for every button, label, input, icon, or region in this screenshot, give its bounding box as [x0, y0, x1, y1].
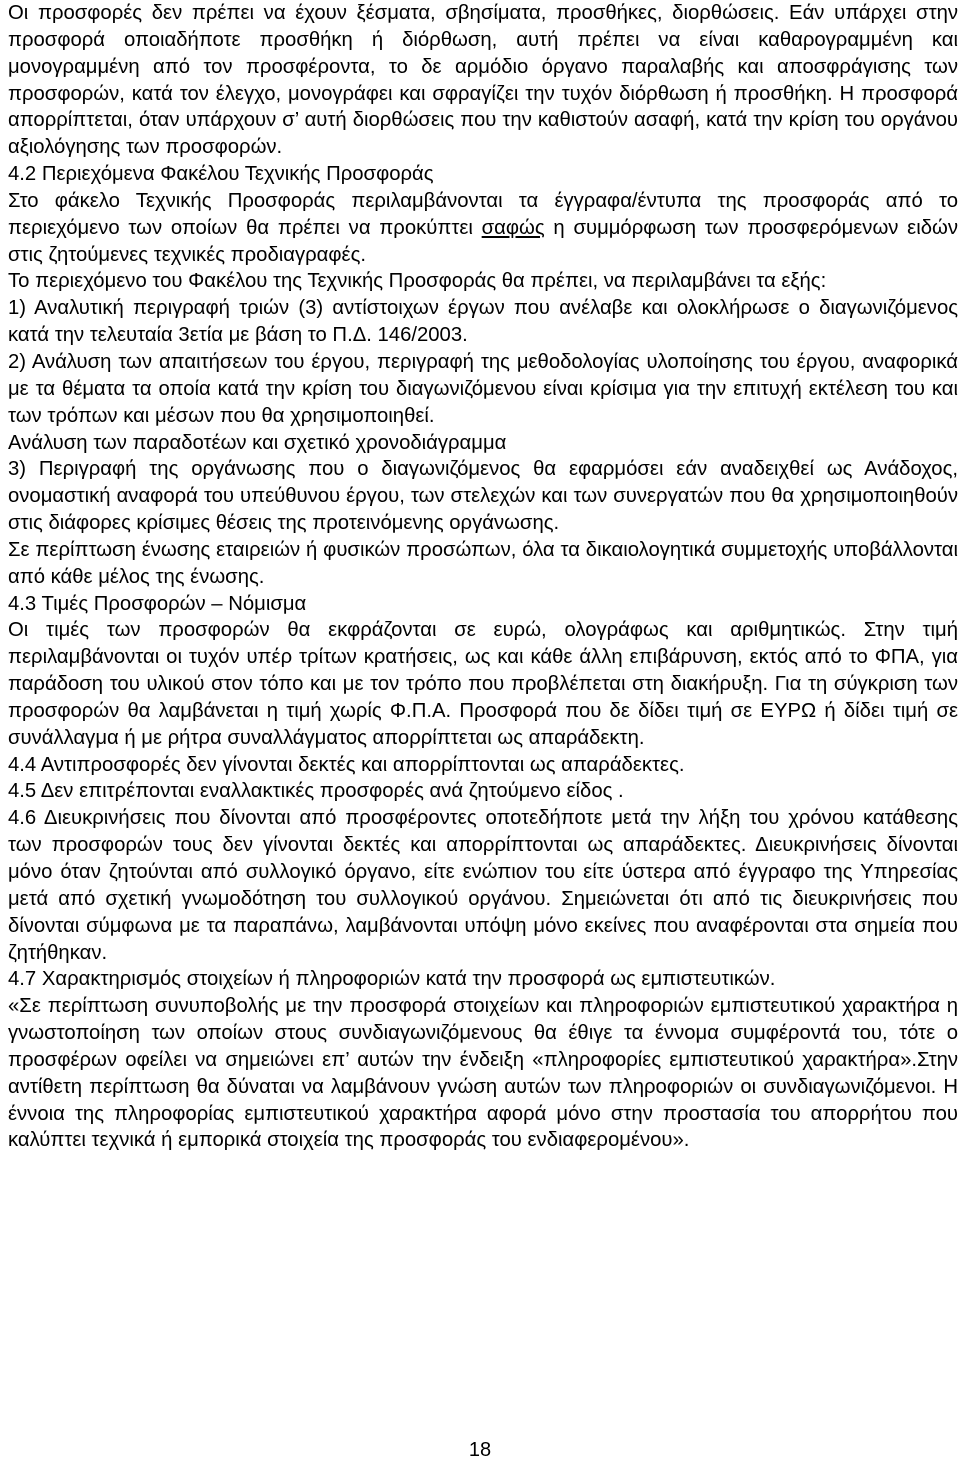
- list-item-2: 2) Ανάλυση των απαιτήσεων του έργου, περιγραφή της μεθοδολογίας υλοποίησης του έργου, αναφορικά με τα θέματα τα οποία κατά την κρίση του διαγωνιζόμενου είναι κρίσιμα για την επιτυχή εκτέλεση του και των τρόπων και μέσων που θα χρησιμοποιηθεί.: [8, 350, 958, 427]
- text-segment: Στο φάκελο Τεχνικής Προσφοράς περιλαμβάνονται τα έγγραφα/έντυπα της προσφοράς από το περιεχόμενο των οποίων θα πρέπει να προκύπτει: [8, 189, 958, 239]
- paragraph-deliverables: Ανάλυση των παραδοτέων και σχετικό χρονοδιάγραμμα: [8, 431, 507, 454]
- paragraph-corrections: Οι προσφορές δεν πρέπει να έχουν ξέσματα, σβησίματα, προσθήκες, διορθώσεις. Εάν υπάρχει στην προσφορά οποιαδήποτε προσθήκη ή διόρθωση, αυτή πρέπει να είναι καθαρογραμμένη και μονογραμμένη από τον προσφέροντα, το δε αρμόδιο όργανο παραλαβής και αποσφράγισης των προσφορών, κατά τον έλεγχο, μονογράφει και σφραγίζει την τυχόν διόρθωση ή προσθήκη. Η προσφορά απορρίπτεται, όταν υπάρχουν σ’ αυτή διορθώσεις που την καθιστούν ασαφή, κατά την κρίση του οργάνου αξιολόγησης των προσφορών.: [8, 2, 958, 159]
- list-item-1: 1) Αναλυτική περιγραφή τριών (3) αντίστοιχων έργων που ανέλαβε και ολοκλήρωσε ο διαγωνιζόμενος κατά την τελευταία 3ετία με βάση το Π.Δ. 146/2003.: [8, 297, 958, 347]
- section-heading-4-3: 4.3 Τιμές Προσφορών – Νόμισμα: [8, 592, 307, 615]
- section-4-6: 4.6 Διευκρινήσεις που δίνονται από προσφέροντες οποτεδήποτε μετά την λήξη του χρόνου κατάθεσης των προσφορών τους δεν γίνονται δεκτές και απορρίπτονται ως απαράδεκτες. Διευκρινήσεις δίνονται μόνο όταν ζητούνται από συλλογικό όργανο, είτε ενώπιον του είτε ύστερα από έγγραφο της Υπηρεσίας μετά από σχετική γνωμοδότηση του συλλογικού οργάνου. Σημειώνεται ότι από τις διευκρινήσεις που δίνονται σύμφωνα με τα παραπάνω, λαμβάνονται υπόψη μόνο εκείνες που αναφέρονται στα σημεία που ζητήθηκαν.: [8, 807, 958, 964]
- section-4-5: 4.5 Δεν επιτρέπονται εναλλακτικές προσφορές ανά ζητούμενο είδος .: [8, 780, 624, 803]
- paragraph-confidential: «Σε περίπτωση συνυποβολής με την προσφορά στοιχείων και πληροφοριών εμπιστευτικού χαρακτήρα η γνωστοποίηση των οποίων στους συνδιαγωνιζόμενους θα έθιγε τα έννομα συμφέροντά του, τότε ο προσφέρων οφείλει να σημειώνει επ’ αυτών την ένδειξη «πληροφορίες εμπιστευτικού χαρακτήρα».Στην αντίθετη περίπτωση θα δύναται να λαμβάνουν γνώση αυτών των πληροφοριών οι συνδιαγωνιζόμενοι. Η έννοια της πληροφορίας εμπιστευτικού χαρακτήρα αφορά μόνο στην προστασία του απορρήτου που καλύπτει τεχνικά ή εμπορικά στοιχεία της προσφοράς του ενδιαφερομένου».: [8, 995, 958, 1152]
- page-number: 18: [468, 1439, 492, 1461]
- document-body: [8, 0, 958, 1154]
- list-item-3: 3) Περιγραφή της οργάνωσης που ο διαγωνιζόμενος θα εφαρμόσει εάν αναδειχθεί ως Ανάδοχος, ονομαστική αναφορά του υπεύθυνου έργου, των στελεχών και των συνεργατών που θα χρησιμοποιηθούν στις διάφορες κρίσιμες θέσεις της προτεινόμενης οργάνωσης.: [8, 458, 958, 535]
- paragraph-consortium: Σε περίπτωση ένωσης εταιρειών ή φυσικών προσώπων, όλα τα δικαιολογητικά συμμετοχής υποβάλλονται από κάθε μέλος της ένωσης.: [8, 538, 958, 588]
- text-segment: η συμμόρφωση των προσφερόμενων ειδών στις ζητούμενες τεχνικές προδιαγραφές.: [8, 216, 958, 266]
- underlined-word: σαφώς: [481, 216, 545, 239]
- section-heading-4-2: 4.2 Περιεχόμενα Φακέλου Τεχνικής Προσφοράς: [8, 163, 434, 186]
- section-heading-4-7: 4.7 Χαρακτηρισμός στοιχείων ή πληροφοριών κατά την προσφορά ως εμπιστευτικών.: [8, 968, 776, 991]
- section-4-4: 4.4 Αντιπροσφορές δεν γίνονται δεκτές και απορρίπτονται ως απαράδεκτες.: [8, 753, 685, 776]
- paragraph-contents-intro: Το περιεχόμενο του Φακέλου της Τεχνικής Προσφοράς θα πρέπει, να περιλαμβάνει τα εξής:: [8, 270, 827, 293]
- paragraph-technical-folder: [8, 188, 958, 269]
- paragraph-prices: Οι τιμές των προσφορών θα εκφράζονται σε ευρώ, ολογράφως και αριθμητικώς. Στην τιμή περιλαμβάνονται οι τυχόν υπέρ τρίτων κρατήσεις, ως και κάθε άλλη επιβάρυνση, εκτός από το ΦΠΑ, για παράδοση του υλικού στον τόπο και με τον τρόπο που προβλέπεται στη διακήρυξη. Για τη σύγκριση των προσφορών θα λαμβάνεται η τιμή χωρίς Φ.Π.Α. Προσφορά που δε δίδει τιμή σε ΕΥΡΩ ή δίδει τιμή σε συνάλλαγμα ή με ρήτρα συναλλάγματος απορρίπτεται ως απαράδεκτη.: [8, 619, 958, 749]
